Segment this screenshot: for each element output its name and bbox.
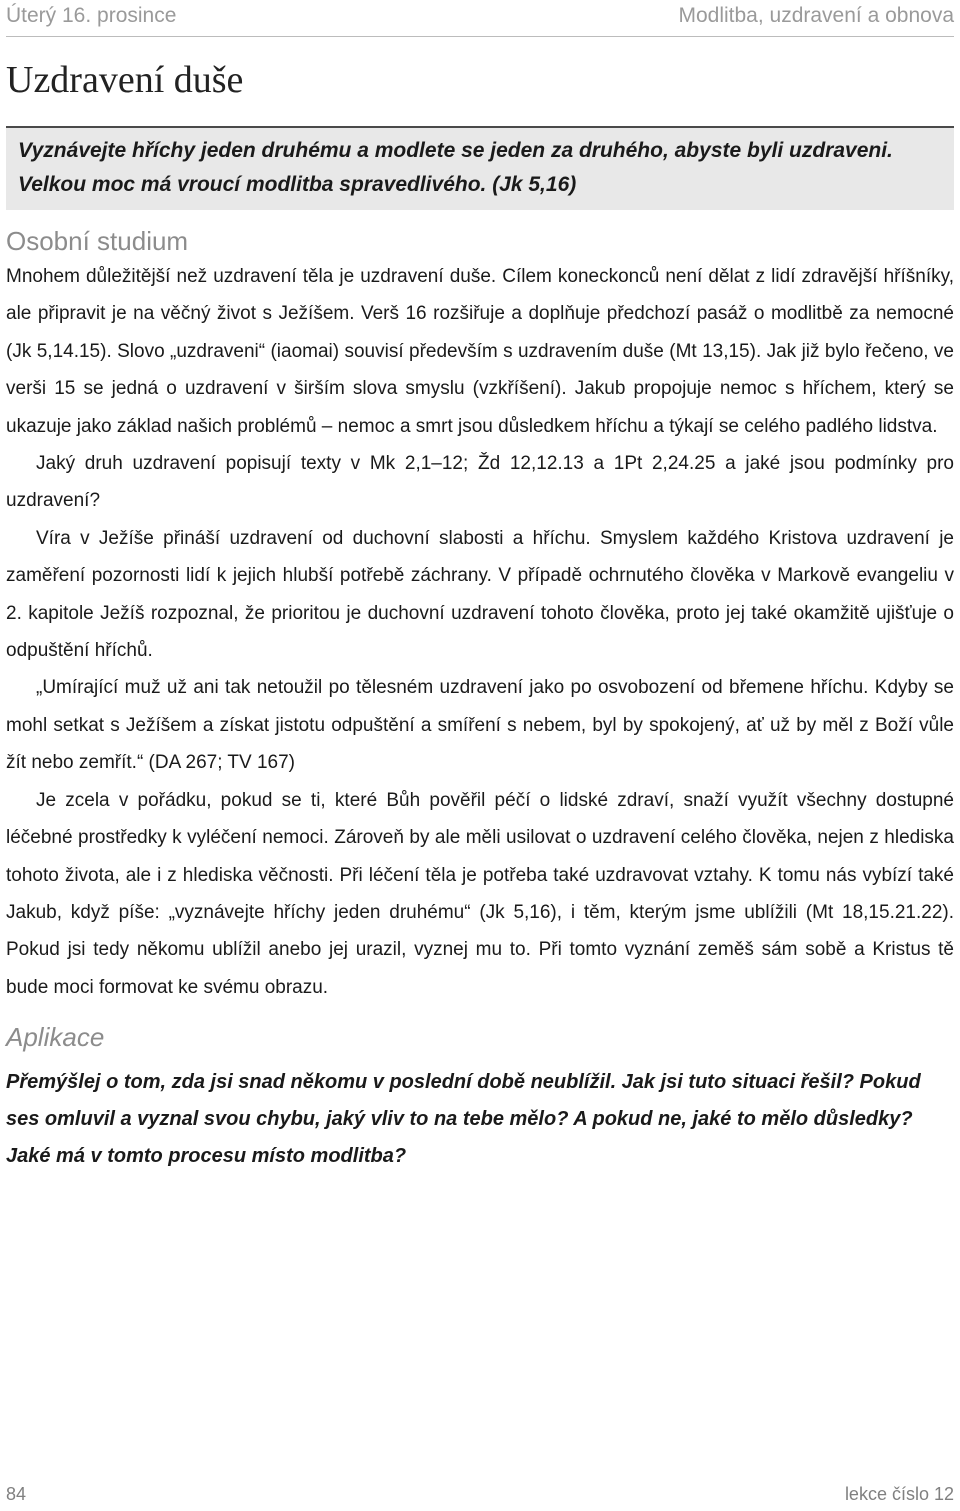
application-text: Přemýšlej o tom, zda jsi snad někomu v poslední době neublížil. Jak jsi tuto situaci řešil? Pokud ses omluvil a vyznal svou chybu, jaký vliv to na tebe mělo? A pokud ne, jaké to mělo důsledky? Jaké má v tomto procesu místo modlitba? bbox=[6, 1071, 921, 1167]
page-header bbox=[6, 0, 954, 37]
lesson-number: lekce číslo 12 bbox=[844, 1484, 954, 1504]
header-topic: Modlitba, uzdravení a obnova bbox=[678, 4, 954, 27]
study-paragraph: Mnohem důležitější než uzdravení těla je uzdravení duše. Cílem koneckonců není dělat z lidí zdravější hříšníky, ale připravit je na věčný život s Ježíšem. Verš 16 rozšiřuje a doplňuje předchozí pasáž o modlitbě za nemocné (Jk 5,14.15). Slovo „uzdraveni“ (iaomai) souvisí především s uzdravením duše (Mt 13,15). Jak již bylo řečeno, ve verši 15 se jedná o uzdravení v širším slova smyslu (vzkříšení). Jakub propojuje nemoc s hříchem, který se ukazuje jako základ našich problémů – nemoc a smrt jsou důsledkem hříchu a týkají se celého padlého lidstva. bbox=[6, 266, 954, 437]
study-quote: „Umírající muž už ani tak netoužil po tělesném uzdravení jako po osvobození od břemene hříchu. Kdyby se mohl setkat s Ježíšem a získat jistotu odpuštění a smíření s nebem, byl by spokojený, ať už by měl z Boží vůle žít nebo zemřít.“ (DA 267; TV 167) bbox=[6, 677, 954, 774]
study-paragraph: Je zcela v pořádku, pokud se ti, které Bůh pověřil péčí o lidské zdraví, snaží využít všechny dostupné léčebné prostředky k vyléčení nemoci. Zároveň by ale měli usilovat o uzdravení celého člověka, nejen z hlediska tohoto života, ale i z hlediska věčnosti. Při léčení těla je potřeba také uzdravovat vztahy. K tomu nás vybízí také Jakub, když píše: „vyznávejte hříchy jeden druhému“ (Jk 5,16), i těm, kterým jsme ublížili (Mt 18,15.21.22). Pokud jsi tedy někomu ublížil anebo jej urazil, vyznej mu to. Při tomto vyznání zeměš sám sobě a Kristus tě bude moci formovat ke svému obrazu. bbox=[6, 789, 954, 998]
page-number: 84 bbox=[6, 1484, 27, 1504]
study-heading: Osobní studium bbox=[6, 226, 189, 256]
key-verse: Vyznávejte hříchy jeden druhému a modlete se jeden za druhého, abyste byli uzdraveni. Velkou moc má vroucí modlitba spravedlivého. (Jk 5,16) bbox=[6, 126, 954, 210]
page-title: Uzdravení duše bbox=[6, 59, 244, 101]
study-question: Jaký druh uzdravení popisují texty v Mk 2,1–12; Žd 12,12.13 a 1Pt 2,24.25 a jaké jsou podmínky pro uzdravení? bbox=[6, 453, 954, 512]
study-body bbox=[6, 258, 954, 1006]
header-date: Úterý 16. prosince bbox=[6, 4, 177, 27]
application-heading: Aplikace bbox=[6, 1022, 105, 1052]
study-paragraph: Víra v Ježíše přináší uzdravení od duchovní slabosti a hříchu. Smyslem každého Kristova uzdravení je zaměření pozornosti lidí k jejich hlubší potřebě záchrany. V případě ochrnutého člověka v Markově evangeliu v 2. kapitole Ježíš rozpoznal, že prioritou je duchovní uzdravení tohoto člověka, proto jej také okamžitě ujišťuje o odpuštění hříchů. bbox=[6, 527, 954, 662]
